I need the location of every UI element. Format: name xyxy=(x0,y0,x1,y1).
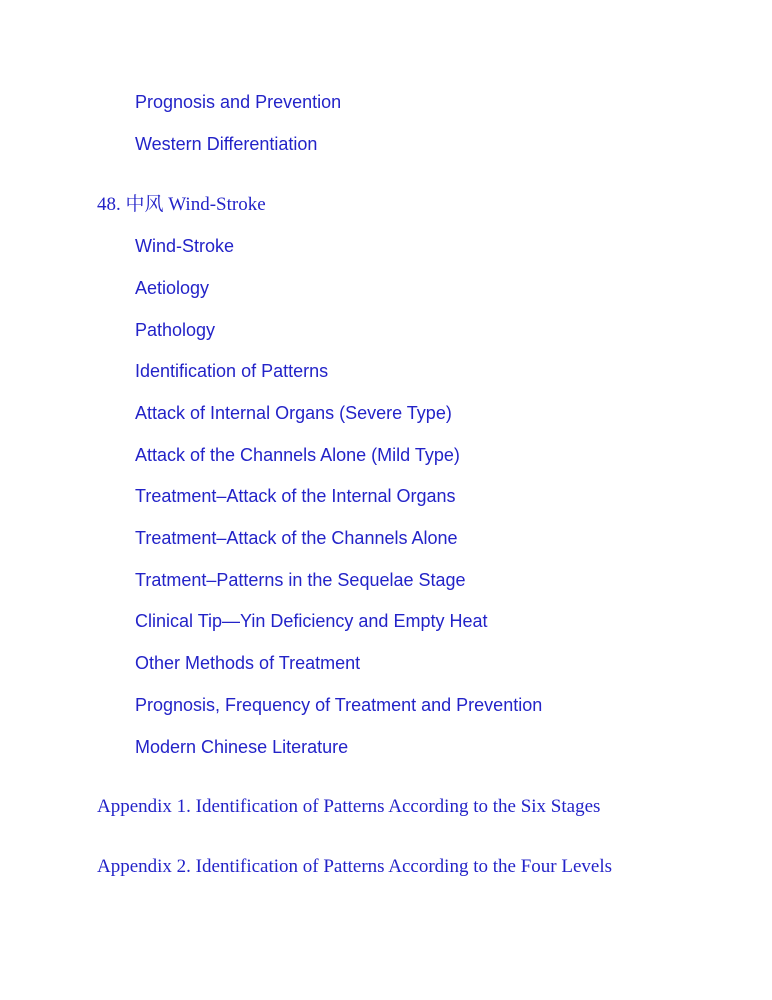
toc-link-wind-stroke[interactable]: Wind-Stroke xyxy=(135,236,235,256)
toc-link-modern-chinese-literature[interactable]: Modern Chinese Literature xyxy=(135,737,349,757)
toc-link-treatment-sequelae-stage[interactable]: Tratment–Patterns in the Sequelae Stage xyxy=(135,570,466,590)
toc-link-attack-internal-organs[interactable]: Attack of Internal Organs (Severe Type) xyxy=(135,403,452,423)
toc-link-attack-channels-alone[interactable]: Attack of the Channels Alone (Mild Type) xyxy=(135,445,460,465)
toc-appendix-1[interactable]: Appendix 1. Identification of Patterns According to the Six Stages xyxy=(97,796,601,817)
toc-link-aetiology[interactable]: Aetiology xyxy=(135,278,210,298)
toc-link-pathology[interactable]: Pathology xyxy=(135,320,216,340)
toc-chapter-48-wind-stroke[interactable]: 48. 中风 Wind-Stroke xyxy=(97,194,266,215)
toc-link-identification-of-patterns[interactable]: Identification of Patterns xyxy=(135,361,329,381)
toc-link-prognosis-and-prevention[interactable]: Prognosis and Prevention xyxy=(135,92,342,112)
toc-appendix-2[interactable]: Appendix 2. Identification of Patterns According to the Four Levels xyxy=(97,856,612,877)
toc-link-prognosis-frequency[interactable]: Prognosis, Frequency of Treatment and Prevention xyxy=(135,695,543,715)
toc-link-western-differentiation[interactable]: Western Differentiation xyxy=(135,134,318,154)
toc-link-clinical-tip[interactable]: Clinical Tip—Yin Deficiency and Empty Heat xyxy=(135,611,488,631)
toc-link-treatment-internal-organs[interactable]: Treatment–Attack of the Internal Organs xyxy=(135,486,456,506)
toc-link-other-methods[interactable]: Other Methods of Treatment xyxy=(135,653,361,673)
toc-link-treatment-channels-alone[interactable]: Treatment–Attack of the Channels Alone xyxy=(135,528,458,548)
